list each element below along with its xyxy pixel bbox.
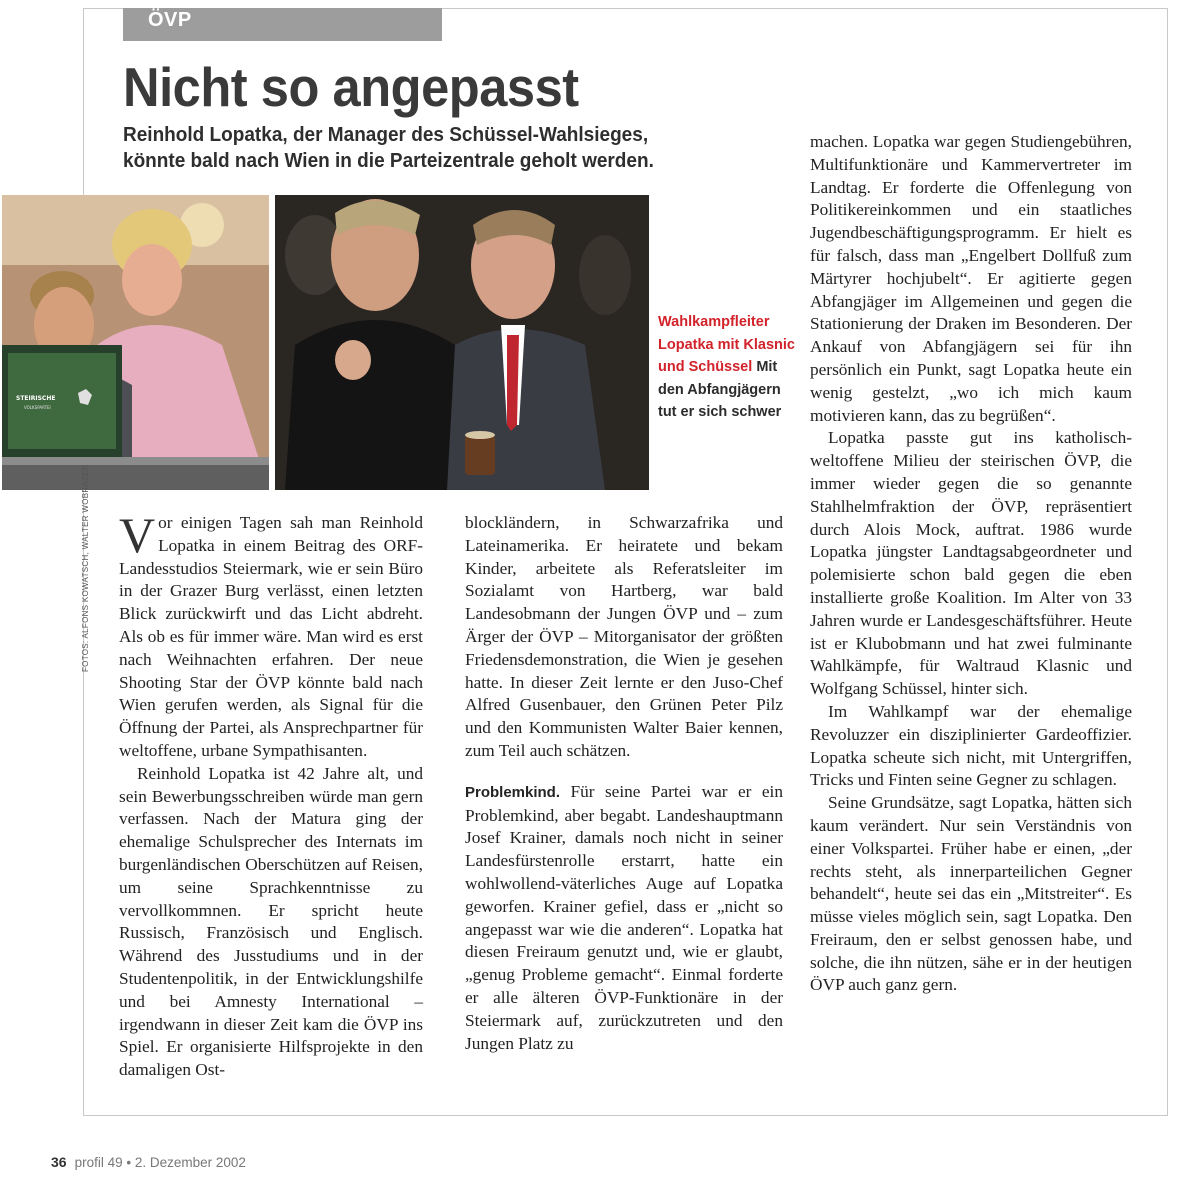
section-label: ÖVP	[148, 9, 192, 31]
paragraph-gap	[465, 763, 783, 781]
column-1	[119, 507, 423, 1082]
column-2	[465, 512, 783, 1055]
laptop-label-2: VOLKSPARTEI	[24, 405, 51, 410]
deck: Reinhold Lopatka, der Manager des Schüssel-Wahlsieges, könnte bald nach Wien in die Parteizentrale geholt werden.	[123, 124, 654, 172]
page-number: 36	[51, 1154, 67, 1170]
photo-right-illustration	[275, 195, 649, 490]
page-footer	[51, 1154, 246, 1170]
photo-credit: FOTOS: ALFONS KOWATSCH, WALTER WOBRAZEK	[81, 464, 90, 672]
column-3-paragraph-1: machen. Lopatka war gegen Studiengebühren, Multifunktionäre und Kammervertreter im Landtag. Er forderte die Offenlegung von Politikereinkommen und ein staatliches Jugendbeschäftigungsprogramm. Er hielt es für falsch, dass man „Engelbert Dollfuß zum Märtyrer hochjubelt“. Er agitierte gegen Abfangjäger im Allgemeinen und gegen die Stationierung der Draken im Besonderen. Der Ankauf von Abfangjägern sei für ihn persönlich ein Punkt, sagt Lopatka heute ein wenig gestelzt, „wo ich mich kaum motivieren kann, das zu begrüßen“.	[810, 132, 1132, 425]
column-1-paragraph-1-text: or einigen Tagen sah man Reinhold Lopatka in einem Beitrag des ORF-Landesstudios Steiermark, wie er sein Büro in der Grazer Burg verlässt, einen letzten Blick zurückwirft und das Licht abdreht. Als ob es für immer wäre. Man wird es erst nach Weihnachten erfahren. Der neue Shooting Star der ÖVP könnte bald nach Wien gerufen werden, als Signal für die Öffnung der Partei, als Ansprechpartner für weltoffene, urbane Sympathisanten.	[119, 513, 423, 760]
laptop-label-1: STEIRISCHE	[16, 395, 56, 402]
column-3	[810, 131, 1132, 997]
subhead-problemkind: Problemkind.	[465, 783, 561, 801]
column-1-paragraph-2: Reinhold Lopatka ist 42 Jahre alt, und sein Bewerbungsschreiben würde man gern verfassen. Nach der Matura ging der ehemalige Schulsprecher des Internats im burgenländischen Oberschützen auf Reisen, um seine Sprachkenntnisse zu vervollkommnen. Er spricht heute Russisch, Französisch und Englisch. Während des Jusstudiums und in der Studentenpolitik, in der Entwicklungshilfe und bei Amnesty International – irgendwann in dieser Zeit kam die ÖVP ins Spiel. Er organisierte Hilfsprojekte in den damaligen Ost-	[119, 763, 423, 1080]
caption-red: Wahlkampfleiter Lopatka mit Klasnic und Schüssel	[658, 314, 795, 375]
photo-caption	[658, 311, 800, 424]
photo-lopatka-klasnic	[2, 195, 269, 490]
column-3-paragraph-3: Im Wahlkampf war der ehemalige Revoluzzer ein disziplinierter Gardeoffizier. Lopatka scheute sich nicht, mit Untergriffen, Tricks und Finten seine Gegner zu schlagen.	[810, 701, 1132, 790]
column-1-paragraph-1	[119, 507, 423, 763]
column-3-paragraph-4: Seine Grundsätze, sagt Lopatka, hätten sich kaum verändert. Nur sein Verständnis von einer Volkspartei. Früher habe er einen, „der rechts steht, als innerparteilichen Gegner behandelt“, heute sei das ein „Mitstreiter“. Es müsse vieles möglich sein, sagt Lopatka. Den Freiraum, den er selbst genossen habe, und solche, die ihn nützen, sähe er in der heutigen ÖVP auch ganz gern.	[810, 793, 1132, 995]
issue-info: profil 49 • 2. Dezember 2002	[74, 1155, 246, 1170]
column-2-paragraph-1: blockländern, in Schwarzafrika und Lateinamerika. Er heiratete und bekam Kinder, arbeitete als Referatsleiter im Sozialamt von Hartberg, war bald Landesobmann der Jungen ÖVP und – zum Ärger der ÖVP – Mitorganisator der größten Friedensdemonstration, die Wien je gesehen hatte. In dieser Zeit lernte er den Juso-Chef Alfred Gusenbauer, den Grünen Peter Pilz und den Kommunisten Walter Baier kennen, zum Teil auch schätzen.	[465, 513, 783, 760]
caption-black: Mit den Abfangjägern tut er sich schwer	[658, 359, 782, 420]
column-2-paragraph-2	[465, 781, 783, 1056]
column-2-paragraph-2-text: Für seine Partei war er ein Problemkind, aber begabt. Landeshauptmann Josef Krainer, damals noch nicht in seiner Landesfürstenrolle erstarrt, hatte ein wohlwollend-väterliches Auge auf Lopatka geworfen. Krainer gefiel, dass er „nicht so angepasst war wie die anderen“. Lopatka hat diesen Freiraum genutzt und, wie er glaubt, „genug Probleme gemacht“. Einmal forderte er alle älteren ÖVP-Funktionäre in der Steiermark auf, zurückzutreten und den Jungen Platz zu	[465, 781, 783, 1053]
photo-left-illustration	[2, 195, 269, 490]
column-3-paragraph-2: Lopatka passte gut ins katholisch-weltoffene Milieu der steirischen ÖVP, die immer wieder gegen die so genannte Stahlhelmfraktion der ÖVP, repräsentiert durch Alois Mock, auftrat. 1986 wurde Lopatka jüngster Landtagsabgeordneter und polemisierte schon bald gegen die eben installierte große Koalition. Im Alter von 33 Jahren wurde er Landesgeschäftsführer. Heute ist er Klubobmann und hat zwei fulminante Wahlkämpfe, für Waltraud Klasnic und Wolfgang Schüssel, hinter sich.	[810, 428, 1132, 699]
dropcap: V	[119, 507, 156, 563]
headline: Nicht so angepasst	[123, 56, 579, 118]
photo-lopatka-schuessel	[275, 195, 649, 490]
